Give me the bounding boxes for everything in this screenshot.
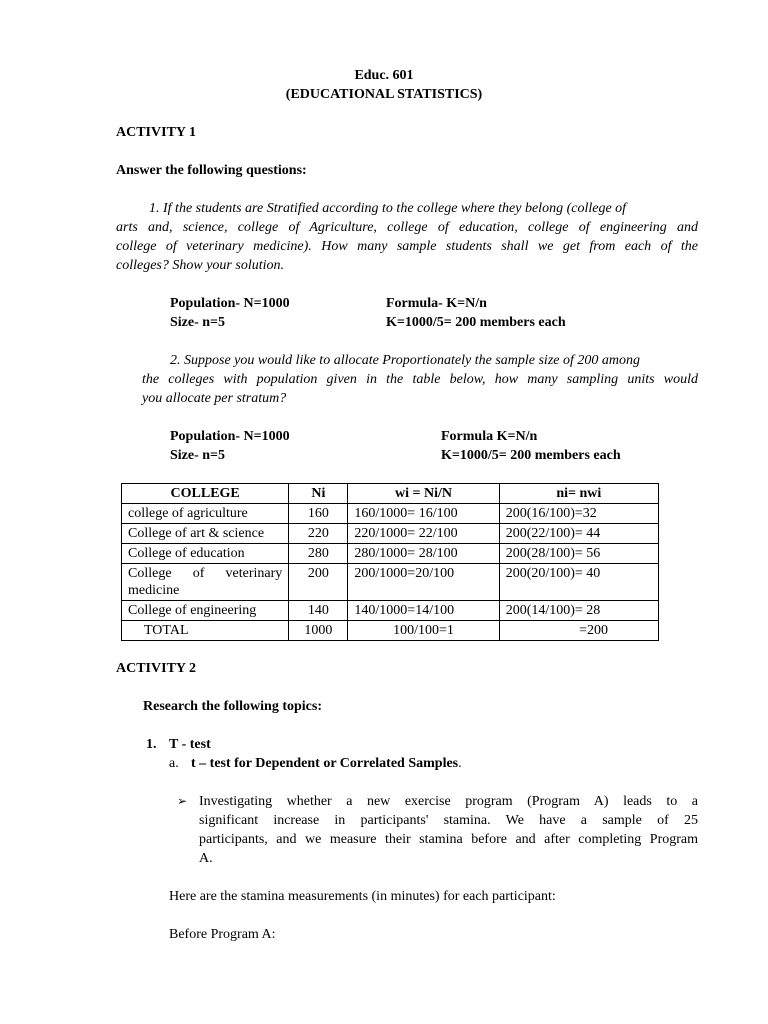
bullet-line2: significant increase in participants' stamina. We have a sample of 25: [199, 813, 698, 828]
table-total-row: [122, 621, 659, 641]
cell-nwi: 200(14/100)= 28: [499, 601, 658, 621]
cell-college: College of education: [122, 544, 289, 564]
cell-wi: 200/1000=20/100: [348, 564, 499, 601]
cell-wi: 220/1000= 22/100: [348, 524, 499, 544]
header-nwi: ni= nwi: [499, 484, 658, 504]
q1-formula: Formula- K=N/n: [386, 296, 487, 311]
cell-nwi: 200(22/100)= 44: [499, 524, 658, 544]
bullet-line1: Investigating whether a new exercise program (Program A) leads to a: [199, 794, 698, 809]
before-program-label: Before Program A:: [169, 927, 276, 942]
header-ni: Ni: [289, 484, 348, 504]
course-code: Educ. 601: [354, 68, 414, 83]
table-row: [122, 564, 659, 601]
sub-a-period: .: [458, 756, 462, 771]
total-nwi: =200: [499, 621, 658, 641]
total-wi: 100/100=1: [348, 621, 499, 641]
bullet-arrow-icon: ➢: [177, 794, 188, 808]
cell-ni: 200: [289, 564, 348, 601]
item1-number: 1.: [146, 737, 157, 752]
cell-ni: 220: [289, 524, 348, 544]
cell-ni: 280: [289, 544, 348, 564]
cell-college: College of art & science: [122, 524, 289, 544]
q2-result: K=1000/5= 200 members each: [441, 448, 621, 463]
sub-a-letter: a.: [169, 756, 179, 771]
table-row: [122, 504, 659, 524]
cell-nwi: 200(16/100)=32: [499, 504, 658, 524]
cell-wi: 280/1000= 28/100: [348, 544, 499, 564]
activity1-instruction: Answer the following questions:: [116, 163, 307, 178]
q1-line4: colleges? Show your solution.: [116, 258, 284, 273]
cell-college-line2: medicine: [128, 583, 180, 598]
activity2-heading: ACTIVITY 2: [116, 661, 196, 676]
sub-a-title: t – test for Dependent or Correlated Samples: [191, 756, 459, 771]
q1-result: K=1000/5= 200 members each: [386, 315, 566, 330]
table-row: [122, 524, 659, 544]
cell-nwi: 200(28/100)= 56: [499, 544, 658, 564]
q2-size: Size- n=5: [170, 448, 226, 463]
table-row: [122, 601, 659, 621]
sub-a-text: [191, 754, 462, 773]
total-ni: 1000: [289, 621, 348, 641]
q2-line2: the colleges with population given in the table below, how many sampling units would: [142, 372, 698, 387]
cell-ni: 140: [289, 601, 348, 621]
activity2-instruction: Research the following topics:: [143, 699, 322, 714]
cell-college: college of agriculture: [122, 504, 289, 524]
table-row: [122, 544, 659, 564]
q2-formula: Formula K=N/n: [441, 429, 538, 444]
course-title: (EDUCATIONAL STATISTICS): [285, 87, 483, 102]
activity1-heading: ACTIVITY 1: [116, 125, 196, 140]
cell-nwi: 200(20/100)= 40: [499, 564, 658, 601]
q2-population: Population- N=1000: [170, 429, 290, 444]
cell-ni: 160: [289, 504, 348, 524]
bullet-line4: A.: [199, 851, 213, 866]
q2-line3: you allocate per stratum?: [142, 391, 287, 406]
q1-line3: college of veterinary medicine). How many sample students shall we get from each of the: [116, 239, 698, 254]
q2-line1: 2. Suppose you would like to allocate Proportionately the sample size of 200 among: [170, 353, 640, 368]
cell-college-line1: College of veterinary: [128, 566, 283, 581]
header-college: COLLEGE: [122, 484, 289, 504]
q1-line1: 1. If the students are Stratified according to the college where they belong (college of: [149, 201, 627, 216]
bullet-line3: participants, and we measure their stamina before and after completing Program: [199, 832, 698, 847]
q1-size: Size- n=5: [170, 315, 226, 330]
q1-line2: arts and, science, college of Agriculture, college of education, college of engineering and: [116, 220, 698, 235]
college-allocation-table: [121, 483, 659, 641]
total-label: TOTAL: [122, 621, 289, 641]
cell-wi: 160/1000= 16/100: [348, 504, 499, 524]
item1-label: T - test: [169, 737, 211, 752]
table-header-row: [122, 484, 659, 504]
stamina-intro: Here are the stamina measurements (in minutes) for each participant:: [169, 889, 556, 904]
q1-population: Population- N=1000: [170, 296, 290, 311]
cell-college: College of engineering: [122, 601, 289, 621]
header-wi: wi = Ni/N: [348, 484, 499, 504]
cell-wi: 140/1000=14/100: [348, 601, 499, 621]
cell-college: [122, 564, 289, 601]
